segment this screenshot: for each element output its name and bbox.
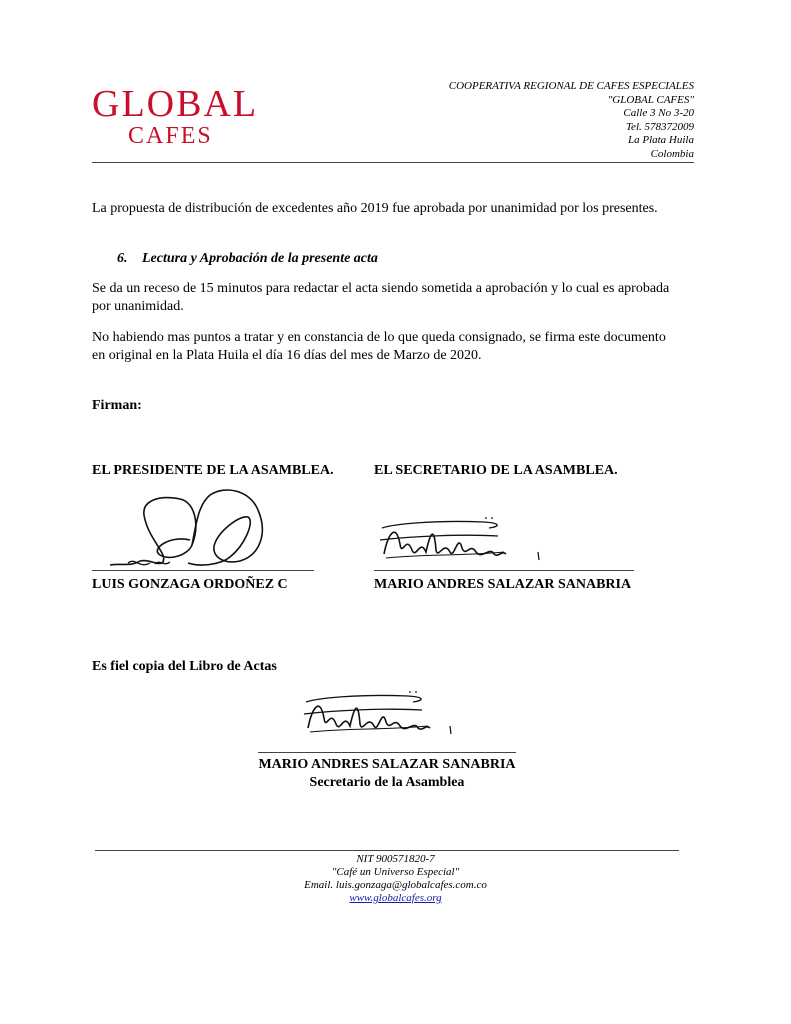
footer-divider (95, 850, 679, 851)
header-line: Colombia (650, 147, 694, 160)
president-signature (100, 485, 290, 575)
footer-website-row (0, 892, 791, 906)
firman-label: Firman: (92, 398, 142, 413)
paragraph-excedentes: La propuesta de distribución de excedentes año 2019 fue aprobada por unanimidad por los presentes. (92, 201, 658, 216)
global-cafes-logo (92, 83, 259, 150)
header-line: COOPERATIVA REGIONAL DE CAFES ESPECIALES (448, 80, 694, 92)
copy-name: MARIO ANDRES SALAZAR SANABRIA (258, 757, 516, 772)
footer-nit: NIT 900571820-7 (356, 853, 435, 865)
header-line: "GLOBAL CAFES" (607, 93, 694, 106)
footer-website-link[interactable]: www.globalcafes.org (349, 892, 442, 904)
header-line: Calle 3 No 3-20 (623, 107, 694, 119)
copy-signature-line (258, 752, 516, 753)
paragraph-receso-line2: por unanimidad. (92, 299, 184, 314)
copy-secretary-signature (298, 688, 468, 743)
footer-email: Email. luis.gonzaga@globalcafes.com.co (304, 879, 487, 891)
president-signature-line (92, 570, 314, 571)
section-number: 6. (117, 251, 128, 266)
president-role: EL PRESIDENTE DE LA ASAMBLEA. (92, 463, 334, 478)
header-line: Tel. 578372009 (625, 120, 694, 133)
header-divider (92, 162, 694, 163)
secretary-name: MARIO ANDRES SALAZAR SANABRIA (374, 577, 632, 592)
footer-slogan: "Café un Universo Especial" (331, 866, 460, 878)
secretary-role: EL SECRETARIO DE LA ASAMBLEA. (374, 463, 618, 478)
header-address (449, 80, 694, 161)
secretary-signature (374, 514, 544, 569)
paragraph-cierre-line1: No habiendo mas puntos a tratar y en constancia de lo que queda consignado, se firma este documento (92, 330, 666, 345)
copy-role: Secretario de la Asamblea (309, 775, 465, 790)
secretary-signature-line (374, 570, 634, 571)
copy-label: Es fiel copia del Libro de Actas (92, 659, 277, 674)
president-name: LUIS GONZAGA ORDOÑEZ C (92, 577, 288, 592)
logo-line-global: GLOBAL (92, 83, 259, 125)
logo-line-cafes: CAFES (128, 123, 213, 149)
header-line: La Plata Huila (627, 134, 694, 146)
section-title: Lectura y Aprobación de la presente acta (142, 251, 378, 266)
paragraph-cierre-line2: en original en la Plata Huila el día 16 días del mes de Marzo de 2020. (92, 348, 482, 363)
paragraph-receso-line1: Se da un receso de 15 minutos para redactar el acta siendo sometida a aprobación y lo cual es aprobada (92, 281, 670, 296)
